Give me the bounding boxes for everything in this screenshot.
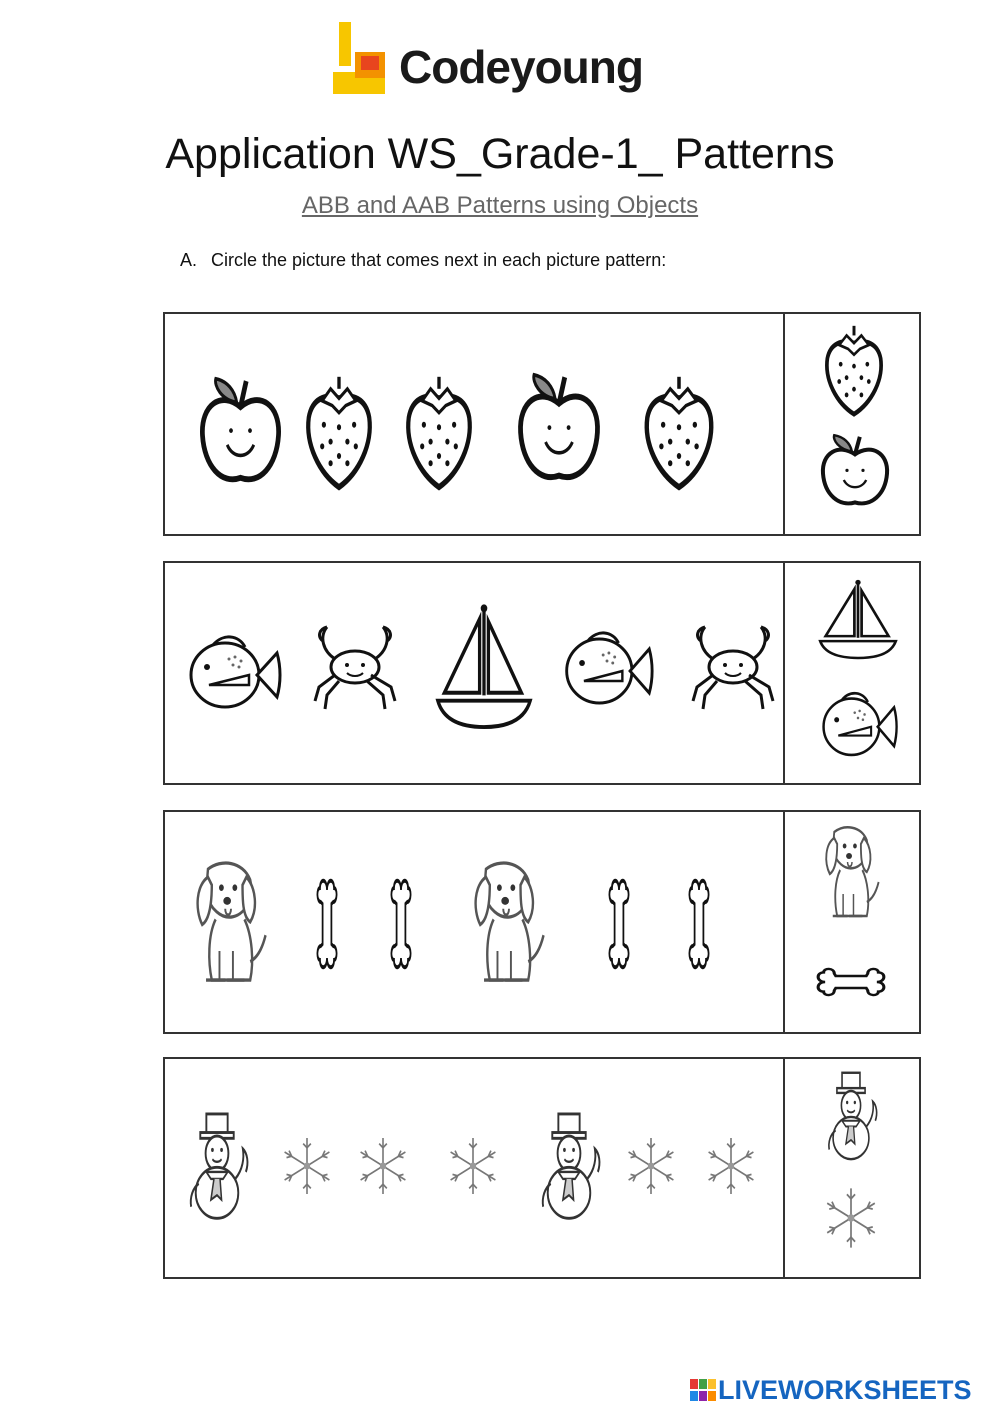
liveworksheets-brand: LIVEWORKSHEETS [718, 1375, 972, 1405]
strawberry-icon [827, 326, 881, 414]
apple-icon [823, 435, 887, 503]
fish-icon [191, 637, 280, 707]
row-divider [783, 563, 785, 783]
option-snowflake[interactable] [827, 1188, 875, 1247]
snowflake-icon [709, 1138, 754, 1194]
liveworksheets-footer [690, 1373, 990, 1403]
pattern-sequence [165, 1059, 781, 1277]
bone-icon [391, 881, 410, 968]
row-divider [783, 1059, 785, 1277]
snowman-icon [191, 1114, 248, 1218]
snowman-icon [829, 1073, 877, 1159]
option-fish[interactable] [824, 693, 897, 755]
pattern-row-3 [163, 810, 921, 1034]
codeyoung-logo [333, 22, 673, 102]
brand-name: Codeyoung [399, 41, 643, 93]
instruction-letter: A. [180, 250, 198, 270]
option-bone[interactable] [818, 969, 884, 995]
snowflake-icon [451, 1138, 496, 1194]
instruction-text: Circle the picture that comes next in each picture pattern: [211, 250, 667, 270]
fish-icon [824, 693, 897, 755]
option-dog[interactable] [826, 827, 878, 916]
option-sailboat[interactable] [820, 580, 896, 658]
pattern-row-1 [163, 312, 921, 536]
fish-icon [567, 633, 652, 703]
pattern-row-2 [163, 561, 921, 785]
snowflake-icon [629, 1138, 674, 1194]
codeyoung-logo-icon [333, 22, 391, 96]
crab-icon [315, 627, 395, 709]
bone-icon [689, 881, 708, 968]
page-subtitle: ABB and AAB Patterns using Objects [301, 192, 699, 219]
snowflake-icon [285, 1138, 330, 1194]
snowflake-icon [361, 1138, 406, 1194]
pattern-sequence [165, 812, 781, 1032]
bone-icon [609, 881, 628, 968]
dog-icon [198, 863, 266, 980]
option-strawberry[interactable] [827, 326, 881, 414]
apple-icon [202, 379, 278, 480]
bone-icon [317, 881, 336, 968]
strawberry-icon [308, 377, 370, 487]
snowflake-icon [827, 1188, 875, 1247]
instruction [180, 248, 666, 272]
option-snowman[interactable] [829, 1073, 877, 1159]
dog-icon [826, 827, 878, 916]
row-divider [783, 812, 785, 1032]
page-title: Application WS_Grade-1_ Patterns [165, 130, 835, 178]
apple-icon [520, 375, 597, 477]
crab-icon [693, 627, 773, 709]
sailboat-icon [438, 604, 530, 727]
snowman-icon [543, 1114, 600, 1218]
strawberry-icon [408, 377, 470, 487]
sailboat-icon [820, 580, 896, 658]
pattern-sequence [165, 563, 781, 783]
dog-icon [476, 863, 544, 980]
pattern-sequence [165, 314, 781, 534]
liveworksheets-icon [690, 1379, 716, 1401]
row-divider [783, 314, 785, 534]
pattern-row-4 [163, 1057, 921, 1279]
strawberry-icon [647, 377, 711, 487]
bone-icon [818, 969, 884, 995]
option-apple[interactable] [823, 435, 887, 503]
